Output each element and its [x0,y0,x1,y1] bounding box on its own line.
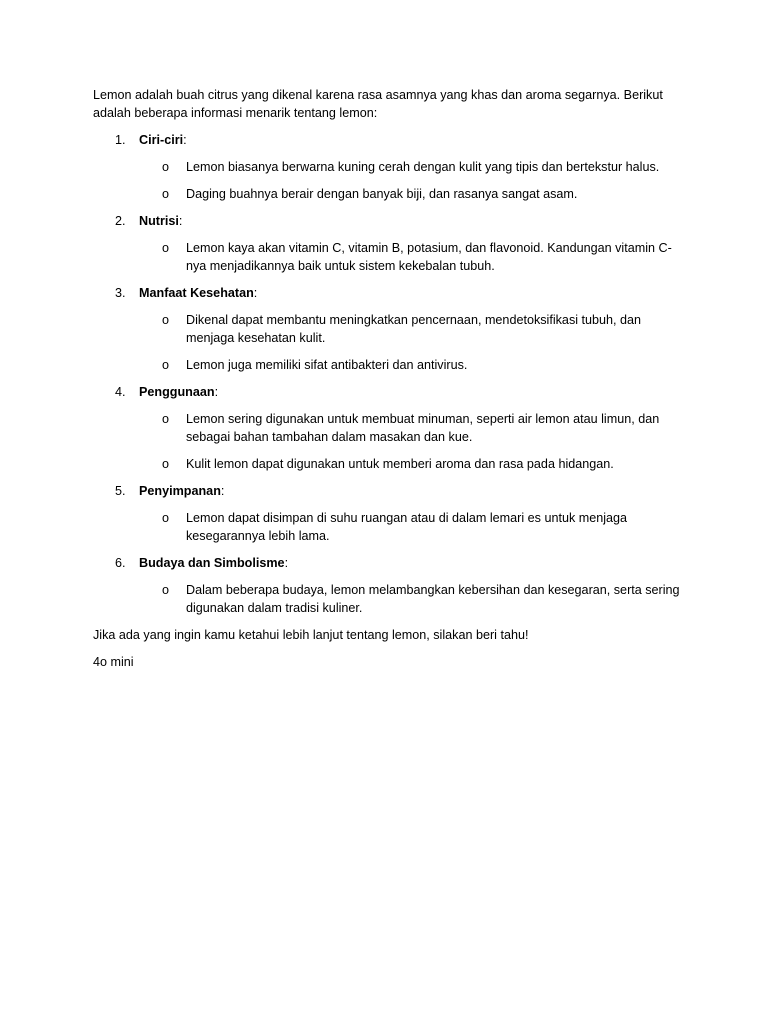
bullet-marker: o [162,583,170,597]
bullet-item [93,311,683,347]
bullet-item [93,455,683,473]
section-item [93,131,683,203]
section-colon: : [284,556,289,570]
bullet-item [93,581,683,617]
bullet-text: Lemon kaya akan vitamin C, vitamin B, potasium, dan flavonoid. Kandungan vitamin C-nya menjadikannya baik untuk sistem kekebalan tubuh. [186,241,672,273]
bullet-item [93,509,683,545]
bullet-list [93,239,683,275]
bullet-item [93,356,683,374]
section-item [93,284,683,374]
section-colon: : [253,286,258,300]
section-item [93,383,683,473]
bullet-marker: o [162,187,170,201]
section-title: Penyimpanan [139,484,221,498]
section-item [93,482,683,545]
section-heading [93,131,683,149]
bullet-item [93,239,683,275]
section-heading [93,212,683,230]
bullet-item [93,158,683,176]
section-number: 6. [115,556,126,570]
section-number: 4. [115,385,126,399]
bullet-list [93,158,683,203]
bullet-list [93,410,683,473]
bullet-marker: o [162,160,170,174]
section-colon: : [183,133,187,147]
bullet-marker: o [162,313,170,327]
section-number: 3. [115,286,126,300]
section-list [93,131,683,617]
bullet-marker: o [162,511,170,525]
bullet-text: Kulit lemon dapat digunakan untuk memberi aroma dan rasa pada hidangan. [186,457,614,471]
section-title: Manfaat Kesehatan [139,286,254,300]
section-heading [93,383,683,401]
section-colon: : [178,214,183,228]
closing-paragraph: Jika ada yang ingin kamu ketahui lebih lanjut tentang lemon, silakan beri tahu! [93,628,529,642]
bullet-marker: o [162,412,170,426]
section-heading [93,482,683,500]
bullet-marker: o [162,358,170,372]
section-heading [93,554,683,572]
section-colon: : [214,385,219,399]
bullet-text: Lemon juga memiliki sifat antibakteri dan antivirus. [186,358,468,372]
bullet-list [93,581,683,617]
bullet-marker: o [162,457,170,471]
section-item [93,554,683,617]
section-number: 1. [115,133,126,147]
section-title: Nutrisi [139,214,179,228]
section-title: Ciri-ciri [139,133,184,147]
document-page [93,86,683,671]
model-name-note: 4o mini [93,655,134,669]
bullet-list [93,509,683,545]
section-number: 5. [115,484,126,498]
bullet-text: Dalam beberapa budaya, lemon melambangkan kebersihan dan kesegaran, serta sering digunakan dalam tradisi kuliner. [186,583,680,615]
bullet-list [93,311,683,374]
bullet-text: Lemon dapat disimpan di suhu ruangan atau di dalam lemari es untuk menjaga kesegarannya lebih lama. [186,511,628,543]
section-colon: : [220,484,225,498]
section-title: Budaya dan Simbolisme [139,556,285,570]
section-item [93,212,683,275]
section-number: 2. [115,214,126,228]
section-title: Penggunaan [139,385,215,399]
bullet-text: Lemon biasanya berwarna kuning cerah dengan kulit yang tipis dan bertekstur halus. [186,160,660,174]
bullet-text: Daging buahnya berair dengan banyak biji, dan rasanya sangat asam. [186,187,578,201]
bullet-item [93,185,683,203]
section-heading [93,284,683,302]
intro-paragraph: Lemon adalah buah citrus yang dikenal karena rasa asamnya yang khas dan aroma segarnya. Berikut adalah beberapa informasi menarik tentang lemon: [93,88,663,120]
bullet-item [93,410,683,446]
bullet-text: Lemon sering digunakan untuk membuat minuman, seperti air lemon atau limun, dan sebagai bahan tambahan dalam masakan dan kue. [186,412,660,444]
bullet-text: Dikenal dapat membantu meningkatkan pencernaan, mendetoksifikasi tubuh, dan menjaga kesehatan kulit. [186,313,642,345]
bullet-marker: o [162,241,170,255]
